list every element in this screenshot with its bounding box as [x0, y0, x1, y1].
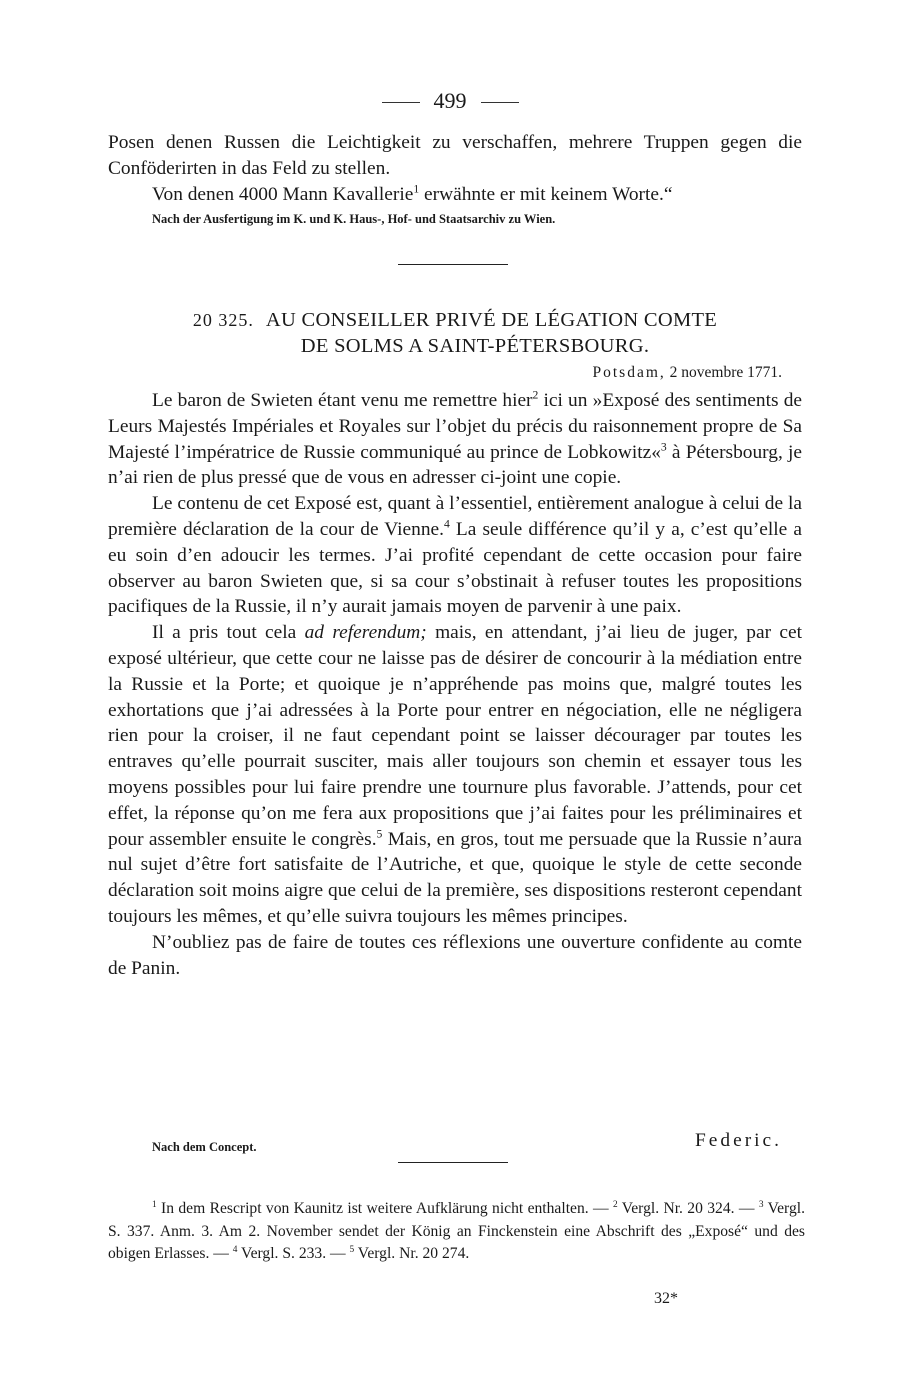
footnote-number: 1 [152, 1199, 157, 1210]
date: 2 novembre 1771. [665, 364, 782, 381]
footnote-2: Vergl. Nr. 20 324. — [617, 1200, 759, 1217]
heading-title-1: AU CONSEILLER PRIVÉ DE LÉGATION COMTE [265, 309, 718, 331]
text-run: Von denen 4000 Mann Kavallerie [152, 183, 414, 205]
footnote-number: 4 [232, 1245, 238, 1255]
letter-paragraph-4: N’oubliez pas de faire de toutes ces réflexions une ouverture confidente au comte de Panin. [108, 931, 802, 979]
place-date [592, 362, 782, 384]
left-dash [382, 102, 420, 103]
section-divider-2 [398, 1162, 508, 1163]
heading-title-2: DE SOLMS A SAINT-PÉTERSBOURG. [300, 335, 650, 357]
text-run: Mais, en gros, tout me persuade que la Russie n’aura nul sujet d’être fort satisfaite de l’Autriche, et que, quoique le style de cette seconde déclaration soit moins aigre que celui de la première, ses dispositions resteront cependant toujours les mêmes, et qu’elle suivra toujours les mêmes principes. [108, 828, 802, 927]
previous-letter-ending [108, 130, 802, 228]
footnote-number: 5 [349, 1245, 355, 1255]
italic-phrase: ad referendum; [304, 622, 427, 644]
letter-body [108, 388, 802, 981]
page-number-line [0, 86, 900, 116]
footnotes [108, 1198, 805, 1266]
page-number: 499 [433, 88, 467, 113]
text-run: Le baron de Swieten étant venu me remettre hier [152, 390, 533, 411]
footnote-1: In dem Rescript von Kaunitz ist weitere Aufklärung nicht enthalten. — [156, 1200, 609, 1217]
letter-heading [108, 307, 802, 359]
source-note-1: Nach der Ausfertigung im K. und K. Haus-, Hof- und Staatsarchiv zu Wien. [152, 212, 556, 227]
letter-paragraph-3 [108, 620, 802, 930]
footnote-5: Vergl. Nr. 20 274. [354, 1245, 470, 1263]
text-run: Le contenu de cet Exposé est, quant à l’essentiel, entièrement analogue à celui de la première déclaration de la cour de Vienne. [108, 493, 802, 540]
text-run: Il a pris tout cela [152, 622, 305, 644]
section-divider-1 [398, 264, 508, 265]
footnote-ref: 2 [532, 388, 539, 402]
letter-number: 20 325. [192, 310, 254, 330]
footnote-4: Vergl. S. 233. — [237, 1245, 350, 1263]
text-run: La seule différence qu’il y a, c’est qu’elle a eu soin d’en adoucir les termes. J’ai profité cependant de cette occasion pour faire observer au baron Swieten que, si sa cour s’obstinait à refuser toutes les propositions pacifiques de la Russie, il n’y aurait jamais moyen de parvenir à une paix. [108, 518, 802, 618]
footnote-number: 3 [758, 1199, 764, 1210]
heading-line-1 [108, 307, 802, 333]
text-run: erwähnte er mit keinem Worte.“ [419, 183, 673, 205]
text-run: ici un »Exposé des sentiments de Leurs Majestés Impériales et Royales sur l’objet du précis du raisonnement propre de Sa Majesté l’impératrice de Russie communiqué au prince de Lobkowitz« [108, 390, 802, 463]
top-paragraph-2 [108, 182, 802, 208]
right-dash [481, 102, 519, 103]
footnote-number: 2 [612, 1199, 618, 1210]
text-run: à Pétersbourg, je n’ai rien de plus pressé que de vous en adresser ci-joint une copie. [108, 441, 802, 489]
footnote-ref: 5 [376, 827, 383, 841]
footnote-ref: 4 [443, 517, 450, 531]
footnote-ref: 1 [413, 182, 420, 196]
letter-paragraph-2 [108, 491, 802, 620]
source-note-2: Nach dem Concept. [152, 1140, 257, 1154]
signature: Federic. [695, 1130, 782, 1151]
place: Potsdam, [592, 364, 666, 381]
text-run: mais, en attendant, j’ai lieu de juger, par cet exposé ultérieur, que cette cour ne laisse pas de désirer de concourir à la médiation entre la Russie et la Porte; et quoique je n’appréhende pas moins que, malgré toutes les exhortations que j’ai adressées à la Porte pour entrer en négociation, elle ne négligera rien pour la croiser, il ne faut cependant point se laisser décourager par toutes les entraves qu’elle pourrait susciter, mais aller toujours son chemin et essayer tous les moyens possibles pour lui faire prendre une tournure plus favorable. J’attends, pour cet effet, la réponse qu’on me fera aux propositions que j’ai faites pour les préliminaires et pour assembler ensuite le congrès. [108, 622, 802, 850]
footnote-3: Vergl. S. 337. Anm. 3. Am 2. November sendet der König an Finckenstein eine Abschrift des „Exposé“ und des obigen Erlasses. — [108, 1200, 805, 1263]
footnote-ref: 3 [660, 440, 667, 454]
sheet-signature: 32* [654, 1290, 678, 1307]
letter-paragraph-1 [108, 388, 802, 491]
top-paragraph-1: Posen denen Russen die Leichtigkeit zu verschaffen, mehrere Truppen gegen die Conföderirten in das Feld zu stellen. [108, 132, 802, 179]
